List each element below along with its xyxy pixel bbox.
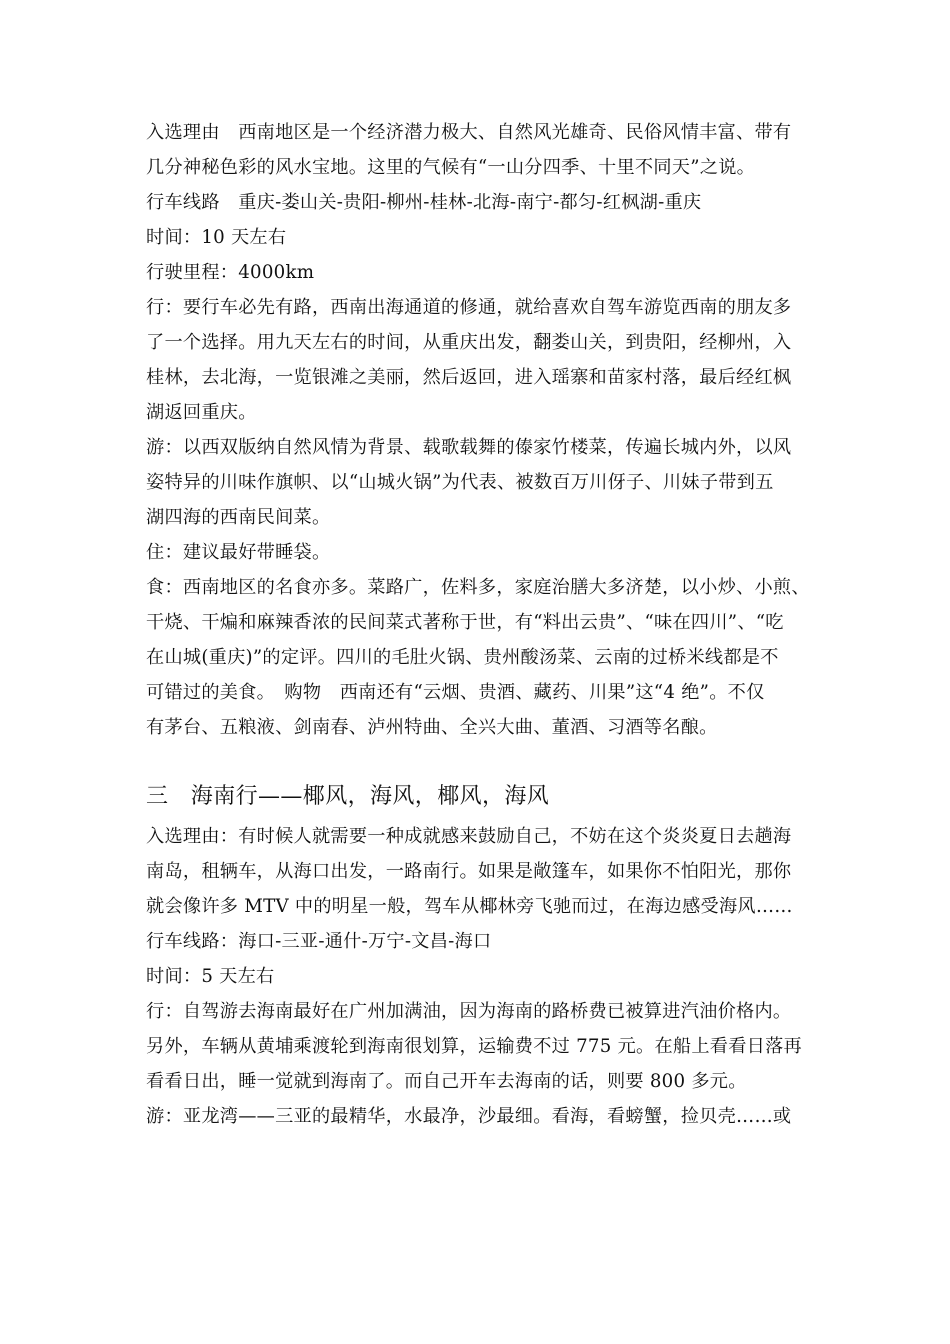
hainan-tour-line-1: 游：亚龙湾——三亚的最精华，水最净，沙最细。看海，看螃蟹，捡贝壳……或 [146, 1106, 792, 1127]
stay-line: 住：建议最好带睡袋。 [146, 542, 331, 563]
reason-line-2: 几分神秘色彩的风水宝地。这里的气候有“一山分四季、十里不同天”之说。 [146, 157, 756, 178]
travel-paragraph-line-2: 了一个选择。用九天左右的时间，从重庆出发，翻娄山关，到贵阳，经柳州，入 [146, 332, 792, 353]
hainan-travel-line-1: 行：自驾游去海南最好在广州加满油，因为海南的路桥费已被算进汽油价格内。 [146, 1001, 792, 1022]
food-paragraph-line-1: 食：西南地区的名食亦多。菜路广，佐料多，家庭治膳大多济楚，以小炒、小煎、 [146, 577, 810, 598]
hainan-time-line: 时间：5 天左右 [146, 966, 275, 987]
mileage-line: 行驶里程：4000km [146, 262, 315, 283]
document-page [146, 118, 810, 1137]
food-paragraph-line-2: 干烧、干煸和麻辣香浓的民间菜式著称于世，有“料出云贵”、“味在四川”、“吃 [146, 612, 784, 633]
tour-paragraph-line-2: 姿特异的川味作旗帜、以“山城火锅”为代表、被数百万川伢子、川妹子带到五 [146, 472, 774, 493]
travel-paragraph-line-3: 桂林，去北海，一览银滩之美丽，然后返回，进入瑶寨和苗家村落，最后经红枫 [146, 367, 792, 388]
tour-paragraph-line-1: 游：以西双版纳自然风情为背景、载歌载舞的傣家竹楼菜，传遍长城内外，以风 [146, 437, 792, 458]
hainan-reason-line-2: 南岛，租辆车，从海口出发，一路南行。如果是敞篷车，如果你不怕阳光，那你 [146, 861, 792, 882]
food-paragraph-line-5: 有茅台、五粮液、剑南春、泸州特曲、全兴大曲、董酒、习酒等名酿。 [146, 717, 718, 738]
food-paragraph-line-4: 可错过的美食。 购物 西南还有“云烟、贵酒、藏药、川果”这“4 绝”。不仅 [146, 682, 765, 703]
hainan-travel-line-3: 看看日出，睡一觉就到海南了。而自己开车去海南的话，则要 800 多元。 [146, 1071, 747, 1092]
section-southwest [146, 118, 810, 748]
reason-line-1: 入选理由 西南地区是一个经济潜力极大、自然风光雄奇、民俗风情丰富、带有 [146, 122, 792, 143]
travel-paragraph-line-1: 行：要行车必先有路，西南出海通道的修通，就给喜欢自驾车游览西南的朋友多 [146, 297, 792, 318]
hainan-reason-line-1: 入选理由：有时候人就需要一种成就感来鼓励自己，不妨在这个炎炎夏日去趟海 [146, 826, 792, 847]
travel-paragraph-line-4: 湖返回重庆。 [146, 402, 257, 423]
route-line: 行车线路 重庆-娄山关-贵阳-柳州-桂林-北海-南宁-都匀-红枫湖-重庆 [146, 192, 702, 213]
time-line: 时间：10 天左右 [146, 227, 287, 248]
food-paragraph-line-3: 在山城(重庆)”的定评。四川的毛肚火锅、贵州酸汤菜、云南的过桥米线都是不 [146, 647, 779, 668]
hainan-travel-line-2: 另外，车辆从黄埔乘渡轮到海南很划算，运输费不过 775 元。在船上看看日落再 [146, 1036, 802, 1057]
hainan-reason-line-3: 就会像许多 MTV 中的明星一般，驾车从椰林旁飞驰而过，在海边感受海风…… [146, 896, 793, 917]
section-hainan [146, 822, 810, 1137]
hainan-route-line: 行车线路：海口-三亚-通什-万宁-文昌-海口 [146, 931, 492, 952]
section-heading-hainan: 三 海南行——椰风，海风，椰风，海风 [146, 784, 550, 809]
tour-paragraph-line-3: 湖四海的西南民间菜。 [146, 507, 331, 528]
